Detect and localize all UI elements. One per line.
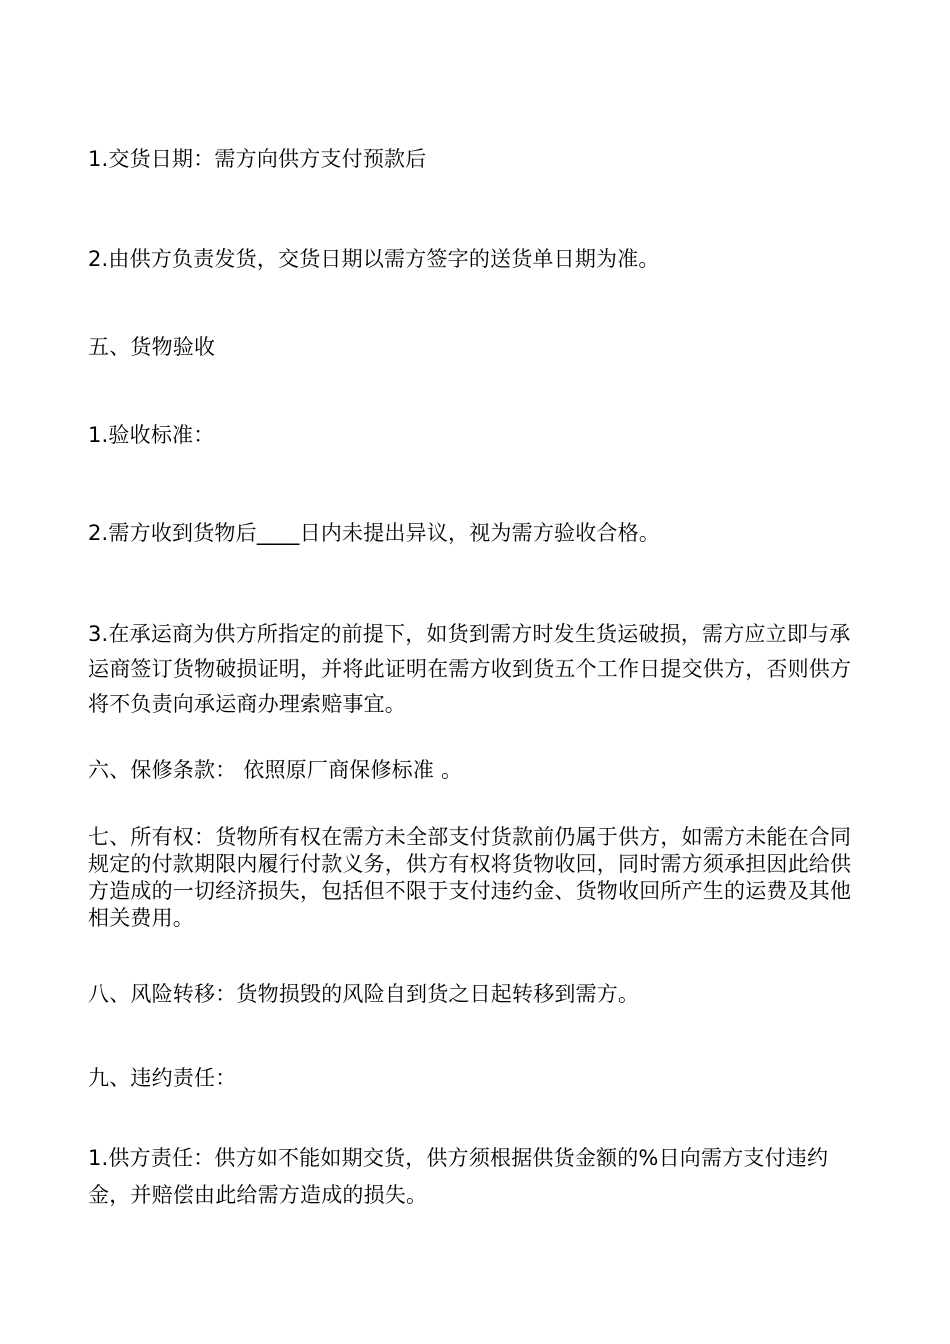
acceptance-period-clause: 2.需方收到货物后____日内未提出异议，视为需方验收合格。 <box>88 521 661 545</box>
warranty-clause: 六、保修条款： 依照原厂商保修标准 。 <box>88 758 463 782</box>
shipping-clause: 2.由供方负责发货，交货日期以需方签字的送货单日期为准。 <box>88 247 660 271</box>
risk-transfer-clause: 八、风险转移：货物损毁的风险自到货之日起转移到需方。 <box>88 982 640 1006</box>
acceptance-standard-clause: 1.验收标准： <box>88 423 215 447</box>
section-heading-acceptance: 五、货物验收 <box>88 335 216 359</box>
supplier-liability-clause: 1.供方责任：供方如不能如期交货，供方须根据供货金额的%日向需方支付违约金，并赔偿由此给需方造成的损失。 <box>88 1146 829 1207</box>
section-heading-liability: 九、违约责任： <box>88 1066 237 1090</box>
ownership-clause: 七、所有权：货物所有权在需方未全部支付货款前仍属于供方，如需方未能在合同规定的付款期限内履行付款义务，供方有权将货物收回，同时需方须承担因此给供方造成的一切经济损失，包括但不限于支付违约金、货物收回所产生的运费及其他相关费用。 <box>88 825 852 930</box>
carrier-damage-clause: 3.在承运商为供方所指定的前提下，如货到需方时发生货运破损，需方应立即与承运商签订货物破损证明，并将此证明在需方收到货五个工作日提交供方，否则供方将不负责向承运商办理索赔事宜。 <box>88 622 852 716</box>
delivery-date-clause: 1.交货日期：需方向供方支付预款后 <box>88 147 427 171</box>
